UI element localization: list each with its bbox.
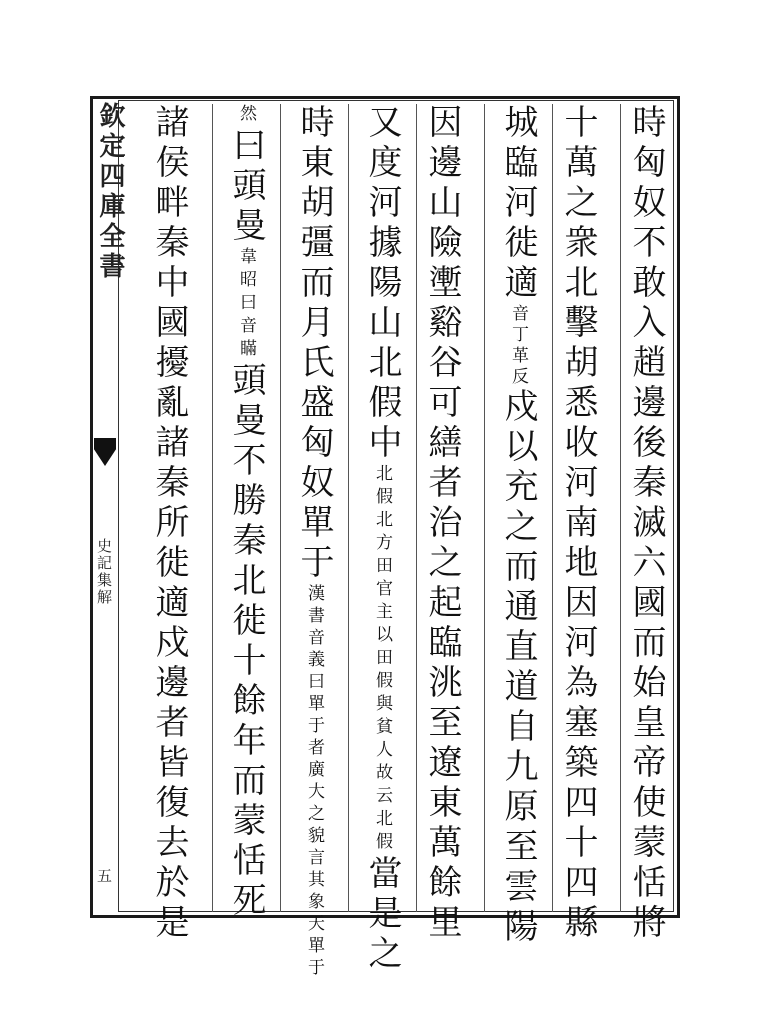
interlinear-note: 音丁革反 [508, 304, 528, 388]
text-column-3 [484, 104, 538, 948]
text-column-2 [552, 104, 602, 944]
interlinear-note: 然 [236, 104, 256, 127]
interlinear-note: 漢書音義曰單于者廣大之貌言其象天單于 [304, 584, 324, 980]
column-text-continued: 戍以充之而通直道自九原至雲陽 [498, 388, 538, 948]
column-text: 因邊山險壍谿谷可繕者治之起臨洮至遼東萬餘里 [422, 104, 462, 944]
column-text: 十萬之衆北擊胡悉收河南地因河為塞築四十四縣 [558, 104, 598, 944]
margin-strip [92, 98, 125, 916]
text-column-6 [280, 104, 334, 980]
column-text: 城臨河徙適 [498, 104, 538, 304]
text-column-4 [416, 104, 466, 944]
margin-title: 欽定四庫全書 [95, 102, 125, 282]
text-column-5 [348, 104, 402, 975]
margin-book-title: 史記集解 [95, 538, 113, 606]
column-text: 又度河據陽山北假中 [362, 104, 402, 464]
text-column-8 [122, 104, 212, 944]
column-text: 曰頭曼 [226, 127, 266, 247]
text-column-7 [212, 104, 266, 922]
column-text-continued: 頭曼不勝秦北徙十餘年而蒙恬死 [226, 362, 266, 922]
interlinear-note: 北假北方田官主以田假與貧人故云北假 [372, 464, 392, 855]
margin-page-number: 五 [95, 868, 113, 885]
interlinear-note: 韋昭曰音瞞 [236, 247, 256, 362]
column-text-continued: 當是之 [362, 855, 402, 975]
column-text: 時匈奴不敢入趙邊後秦滅六國而始皇帝使蒙恬將 [626, 104, 666, 944]
column-text: 諸侯畔秦中國擾亂諸秦所徙適戍邊者皆復去於是 [149, 104, 189, 944]
fish-tail-mark-icon [94, 438, 116, 466]
text-column-1 [620, 104, 672, 944]
column-text: 時東胡彊而月氏盛匈奴單于 [294, 104, 334, 584]
